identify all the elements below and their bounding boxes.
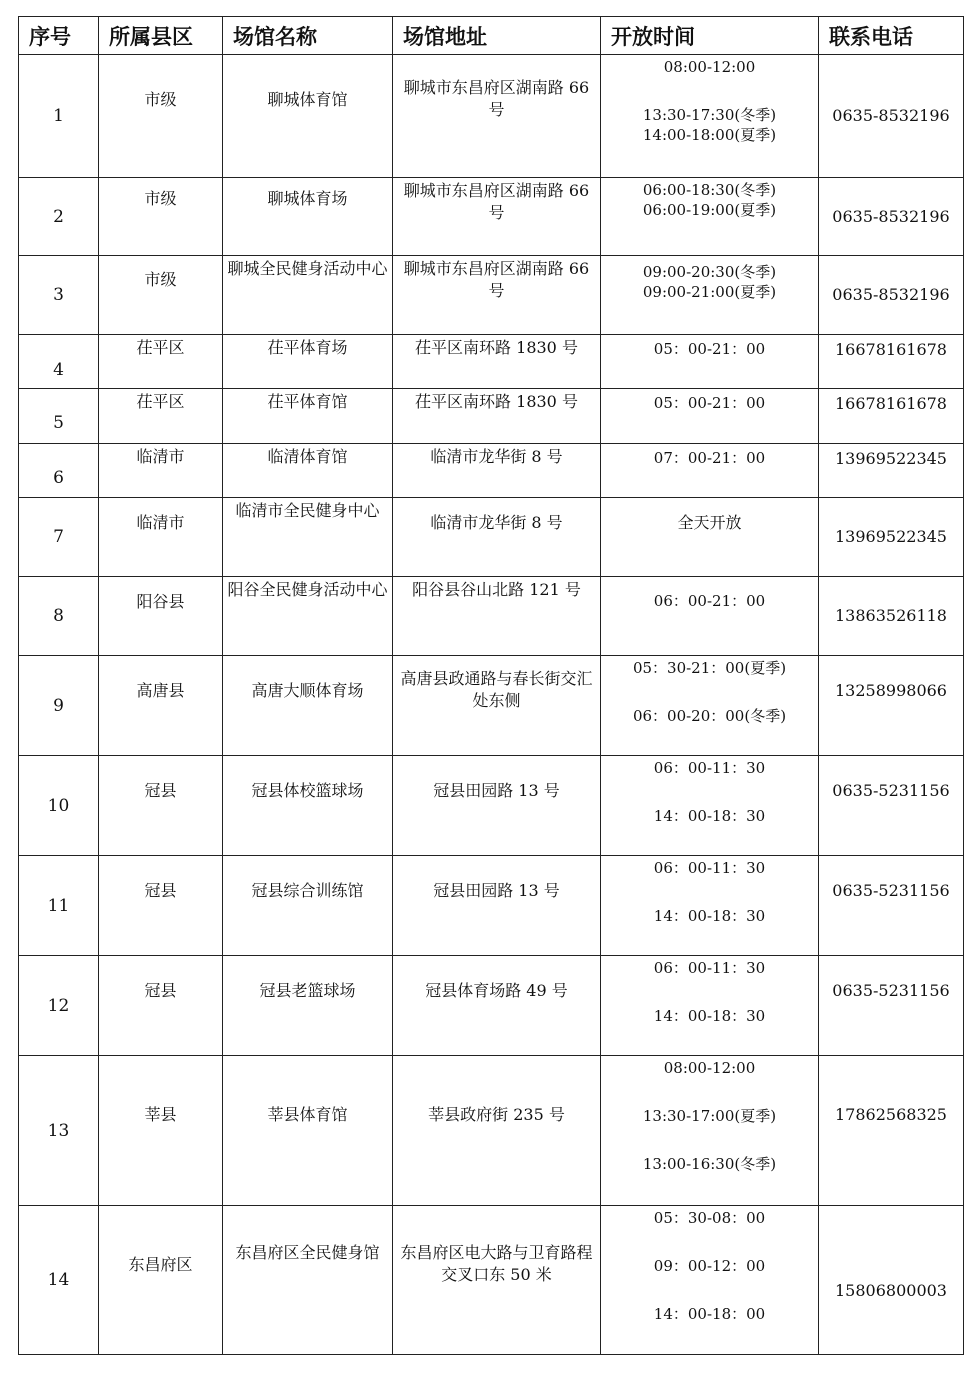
row-address: 冠县田园路 13 号 [393, 856, 601, 956]
row-address: 茌平区南环路 1830 号 [393, 389, 601, 444]
time-line: 07：00-21：00 [653, 449, 766, 467]
time-line: 08:00-12:00 [663, 58, 756, 76]
time-line: 13:30-17:30(冬季) [642, 106, 777, 124]
row-address: 临清市龙华街 8 号 [393, 444, 601, 498]
table-row [19, 444, 964, 498]
header-name: 场馆名称 [223, 17, 393, 55]
header-phone: 联系电话 [819, 17, 964, 55]
time-line: 06：00-20：00(冬季) [632, 707, 787, 725]
row-phone: 13863526118 [819, 577, 964, 656]
row-time [601, 856, 819, 956]
header-row [19, 17, 964, 55]
row-phone: 13258998066 [819, 656, 964, 756]
row-no: 13 [19, 1056, 99, 1206]
row-time [601, 577, 819, 656]
table-row [19, 335, 964, 389]
row-phone: 0635-5231156 [819, 756, 964, 856]
time-line: 06:00-18:30(冬季) [642, 181, 777, 199]
time-line: 09:00-21:00(夏季) [642, 283, 777, 301]
row-time [601, 389, 819, 444]
row-no: 1 [19, 55, 99, 178]
table-row [19, 956, 964, 1056]
row-phone: 0635-5231156 [819, 856, 964, 956]
time-line: 14：00-18：30 [653, 807, 766, 825]
time-line: 14:00-18:00(夏季) [642, 126, 777, 144]
time-line: 06：00-11：30 [653, 959, 766, 977]
time-line: 14：00-18：00 [653, 1305, 766, 1323]
row-address: 阳谷县谷山北路 121 号 [393, 577, 601, 656]
venue-table [18, 16, 964, 1355]
row-time [601, 1206, 819, 1355]
time-line: 09：00-12：00 [653, 1257, 766, 1275]
time-line: 09:00-20:30(冬季) [642, 263, 777, 281]
time-line: 05：30-08：00 [653, 1209, 766, 1227]
row-time [601, 335, 819, 389]
header-time: 开放时间 [601, 17, 819, 55]
row-district: 冠县 [99, 956, 223, 1056]
row-time [601, 498, 819, 577]
row-address: 冠县体育场路 49 号 [393, 956, 601, 1056]
row-phone: 0635-8532196 [819, 178, 964, 256]
row-time [601, 1056, 819, 1206]
row-name: 聊城体育馆 [223, 55, 393, 178]
row-district: 茌平区 [99, 389, 223, 444]
table-row [19, 756, 964, 856]
table-row [19, 656, 964, 756]
table-row [19, 1206, 964, 1355]
row-name: 聊城体育场 [223, 178, 393, 256]
row-name: 高唐大顺体育场 [223, 656, 393, 756]
row-district: 市级 [99, 256, 223, 335]
row-no: 9 [19, 656, 99, 756]
row-district: 市级 [99, 178, 223, 256]
table-row [19, 256, 964, 335]
time-line: 06:00-19:00(夏季) [642, 201, 777, 219]
row-no: 5 [19, 389, 99, 444]
row-no: 14 [19, 1206, 99, 1355]
row-name: 冠县老篮球场 [223, 956, 393, 1056]
time-line: 08:00-12:00 [663, 1059, 756, 1077]
row-name: 莘县体育馆 [223, 1056, 393, 1206]
row-no: 12 [19, 956, 99, 1056]
row-district: 冠县 [99, 856, 223, 956]
table-row [19, 389, 964, 444]
time-line: 05：30-21：00(夏季) [632, 659, 787, 677]
row-district: 临清市 [99, 498, 223, 577]
row-district: 冠县 [99, 756, 223, 856]
row-no: 7 [19, 498, 99, 577]
row-address: 聊城市东昌府区湖南路 66 号 [393, 256, 601, 335]
header-no: 序号 [19, 17, 99, 55]
table-row [19, 178, 964, 256]
time-line: 全天开放 [677, 513, 742, 532]
row-no: 6 [19, 444, 99, 498]
time-line: 06：00-11：30 [653, 759, 766, 777]
row-phone: 13969522345 [819, 498, 964, 577]
row-no: 11 [19, 856, 99, 956]
row-name: 临清体育馆 [223, 444, 393, 498]
row-phone: 0635-5231156 [819, 956, 964, 1056]
table-row [19, 498, 964, 577]
table-row [19, 1056, 964, 1206]
table-row [19, 856, 964, 956]
row-address: 临清市龙华街 8 号 [393, 498, 601, 577]
row-address: 莘县政府街 235 号 [393, 1056, 601, 1206]
table-row [19, 577, 964, 656]
row-address: 高唐县政通路与春长街交汇处东侧 [393, 656, 601, 756]
time-line: 06：00-21：00 [653, 592, 766, 610]
row-name: 聊城全民健身活动中心 [223, 256, 393, 335]
time-line: 05：00-21：00 [653, 394, 766, 412]
time-line: 06：00-11：30 [653, 859, 766, 877]
row-name: 茌平体育场 [223, 335, 393, 389]
row-district: 莘县 [99, 1056, 223, 1206]
row-address: 聊城市东昌府区湖南路 66 号 [393, 55, 601, 178]
row-time [601, 956, 819, 1056]
row-district: 高唐县 [99, 656, 223, 756]
row-name: 阳谷全民健身活动中心 [223, 577, 393, 656]
row-district: 茌平区 [99, 335, 223, 389]
row-phone: 0635-8532196 [819, 256, 964, 335]
row-address: 聊城市东昌府区湖南路 66 号 [393, 178, 601, 256]
row-district: 阳谷县 [99, 577, 223, 656]
row-district: 东昌府区 [99, 1206, 223, 1355]
row-phone: 0635-8532196 [819, 55, 964, 178]
row-time [601, 178, 819, 256]
row-no: 3 [19, 256, 99, 335]
row-name: 冠县综合训练馆 [223, 856, 393, 956]
time-line: 14：00-18：30 [653, 1007, 766, 1025]
row-no: 4 [19, 335, 99, 389]
row-name: 东昌府区全民健身馆 [223, 1206, 393, 1355]
row-name: 冠县体校篮球场 [223, 756, 393, 856]
time-line: 05：00-21：00 [653, 340, 766, 358]
row-phone: 16678161678 [819, 335, 964, 389]
row-district: 临清市 [99, 444, 223, 498]
row-address: 冠县田园路 13 号 [393, 756, 601, 856]
row-phone: 13969522345 [819, 444, 964, 498]
row-phone: 16678161678 [819, 389, 964, 444]
row-no: 2 [19, 178, 99, 256]
row-district: 市级 [99, 55, 223, 178]
time-line: 13:00-16:30(冬季) [642, 1155, 777, 1173]
row-time [601, 656, 819, 756]
row-no: 8 [19, 577, 99, 656]
row-address: 茌平区南环路 1830 号 [393, 335, 601, 389]
row-address: 东昌府区电大路与卫育路程交叉口东 50 米 [393, 1206, 601, 1355]
row-time [601, 256, 819, 335]
row-time [601, 444, 819, 498]
row-time [601, 55, 819, 178]
header-address: 场馆地址 [393, 17, 601, 55]
time-line: 13:30-17:00(夏季) [642, 1107, 777, 1125]
row-name: 临清市全民健身中心 [223, 498, 393, 577]
header-district: 所属县区 [99, 17, 223, 55]
row-phone: 15806800003 [819, 1206, 964, 1355]
row-phone: 17862568325 [819, 1056, 964, 1206]
table-row [19, 55, 964, 178]
row-name: 茌平体育馆 [223, 389, 393, 444]
time-line: 14：00-18：30 [653, 907, 766, 925]
row-time [601, 756, 819, 856]
row-no: 10 [19, 756, 99, 856]
